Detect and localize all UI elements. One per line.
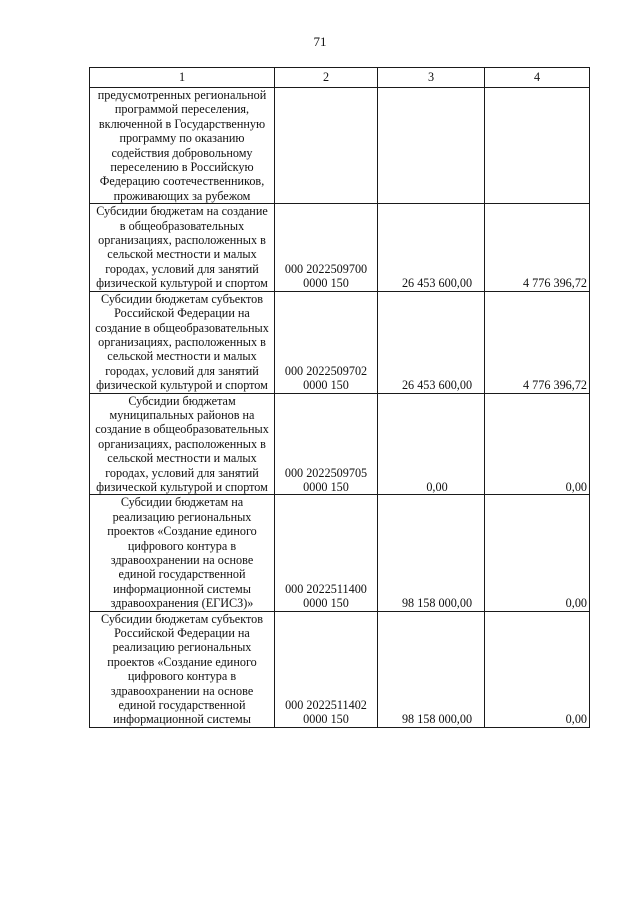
row-name-cell: Субсидии бюджетам муниципальных районов на создание в общеобразовательных организациях, расположенных в сельской местности и малых городах, условий для занятий физической культурой и спортом bbox=[90, 393, 275, 495]
table-header-row bbox=[90, 68, 590, 88]
column-header-2: 2 bbox=[275, 68, 378, 88]
code-line-2: 0000 150 bbox=[303, 712, 349, 727]
row-code-cell bbox=[275, 291, 378, 393]
row-amount-col3: 0,00 bbox=[378, 393, 485, 495]
row-amount-col3: 98 158 000,00 bbox=[378, 611, 485, 727]
code-line-2: 0000 150 bbox=[303, 276, 349, 291]
code-line-2: 0000 150 bbox=[303, 479, 349, 494]
row-name-cell: Субсидии бюджетам на создание в общеобразовательных организациях, расположенных в сельской местности и малых городах, условий для занятий физической культурой и спортом bbox=[90, 204, 275, 291]
row-code-cell bbox=[275, 611, 378, 727]
row-amount-col4 bbox=[485, 88, 590, 204]
column-header-3: 3 bbox=[378, 68, 485, 88]
budget-table bbox=[89, 67, 590, 728]
row-name-cell: Субсидии бюджетам субъектов Российской Федерации на реализацию региональных проектов «Создание единого цифрового контура в здравоохранении на основе единой государственной информационной системы bbox=[90, 611, 275, 727]
row-amount-col4: 0,00 bbox=[485, 611, 590, 727]
code-line-1: 000 2022509705 bbox=[284, 465, 368, 480]
table-row bbox=[90, 88, 590, 204]
code-line-1: 000 2022511402 bbox=[285, 698, 367, 713]
row-code-cell bbox=[275, 393, 378, 495]
row-amount-col3: 26 453 600,00 bbox=[378, 204, 485, 291]
row-code-cell bbox=[275, 88, 378, 204]
table-row bbox=[90, 611, 590, 727]
code-line-2: 0000 150 bbox=[303, 378, 349, 393]
table-row bbox=[90, 495, 590, 611]
row-amount-col3: 98 158 000,00 bbox=[378, 495, 485, 611]
column-header-4: 4 bbox=[485, 68, 590, 88]
row-amount-col4: 4 776 396,72 bbox=[485, 204, 590, 291]
column-header-1: 1 bbox=[90, 68, 275, 88]
row-amount-col4: 4 776 396,72 bbox=[485, 291, 590, 393]
row-name-cell: Субсидии бюджетам на реализацию региональных проектов «Создание единого цифрового контура в здравоохранении на основе единой государственной информационной системы здравоохранения (ЕГИСЗ)» bbox=[90, 495, 275, 611]
row-code-cell bbox=[275, 495, 378, 611]
row-amount-col3 bbox=[378, 88, 485, 204]
row-name-cell: предусмотренных региональной программой переселения, включенной в Государственную программу по оказанию содействия добровольному переселению в Российскую Федерацию соотечественников, проживающих за рубежом bbox=[90, 88, 275, 204]
page-number: 71 bbox=[313, 34, 327, 49]
table-row bbox=[90, 204, 590, 291]
row-code-cell bbox=[275, 204, 378, 291]
code-line-2: 0000 150 bbox=[303, 596, 349, 611]
row-name-cell: Субсидии бюджетам субъектов Российской Федерации на создание в общеобразовательных организациях, расположенных в сельской местности и малых городах, условий для занятий физической культурой и спортом bbox=[90, 291, 275, 393]
row-amount-col4: 0,00 bbox=[485, 495, 590, 611]
row-amount-col3: 26 453 600,00 bbox=[378, 291, 485, 393]
table-row bbox=[90, 393, 590, 495]
table-row bbox=[90, 291, 590, 393]
row-amount-col4: 0,00 bbox=[485, 393, 590, 495]
code-line-1: 000 2022509702 bbox=[284, 363, 368, 378]
code-line-1: 000 2022509700 bbox=[284, 261, 368, 276]
code-line-1: 000 2022511400 bbox=[285, 581, 367, 596]
